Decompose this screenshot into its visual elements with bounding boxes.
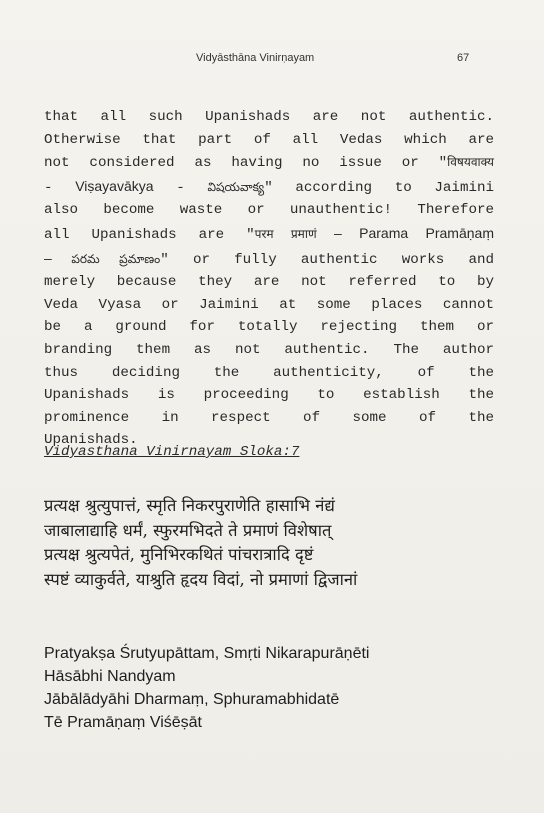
verse-line: स्पष्टं व्याकुर्वते, याश्रुति हृदय विदां, नो प्रमाणां द्विजानां <box>44 569 358 589</box>
body-line <box>44 175 494 200</box>
body-line <box>44 247 494 272</box>
body-line: branding them as not authentic. The author <box>44 341 494 358</box>
body-line: Upanishads is proceeding to establish the <box>44 387 494 404</box>
transliteration-line: Hāsābhi Nandyam <box>44 668 176 685</box>
transliterated-term: Parama Pramāṇaṃ <box>359 224 494 241</box>
verse-transliteration <box>44 642 514 734</box>
body-line <box>44 151 494 175</box>
page-number: 67 <box>457 52 470 64</box>
verse-devanagari <box>44 494 514 592</box>
line-segment: not considered as having no issue or " <box>44 155 448 172</box>
line-segment: – <box>44 249 72 266</box>
body-line: also become waste or unauthentic! Therefore <box>44 202 494 219</box>
line-segment: – <box>316 224 360 241</box>
telugu-term: పరమ ప్రమాణం <box>71 251 161 266</box>
transliteration-line: Tē Pramāṇaṃ Viśēṣāt <box>44 714 202 731</box>
body-line: thus deciding the authenticity, of the <box>44 364 494 381</box>
line-segment: " or fully authentic works and <box>160 251 494 268</box>
section-heading: Vidyasthana Vinirnayam Sloka:7 <box>44 444 300 460</box>
devanagari-term: परम प्रमाणं <box>254 226 317 241</box>
telugu-term: విషయవాక్య <box>207 179 265 194</box>
body-line: Upanishads. <box>44 432 138 449</box>
line-segment: all Upanishads are " <box>44 226 255 243</box>
body-line: be a ground for totally rejecting them or <box>44 319 494 336</box>
verse-line: प्रत्यक्ष श्रुत्यपेतं, मुनिभिरकथितं पांचरात्रादि दृष्टं <box>44 545 314 564</box>
transliterated-term: Viṣayavākya <box>75 177 154 194</box>
body-line: Otherwise that part of all Vedas which are <box>44 131 494 148</box>
transliteration-line: Pratyakṣa Śrutyupāttam, Smṛti Nikarapurāṇēti <box>44 645 370 662</box>
devanagari-term: विषयवाक्य <box>447 155 494 170</box>
line-segment: - <box>153 179 208 196</box>
body-line: prominence in respect of some of the <box>44 409 494 426</box>
body-line: Veda Vyasa or Jaimini at some places cannot <box>44 296 494 313</box>
verse-line: प्रत्यक्ष श्रुत्युपात्तं, स्मृति निकरपुराणेति हासाभि नंद्यं <box>44 496 335 515</box>
line-segment: " according to Jaimini <box>264 179 495 196</box>
body-paragraph <box>44 106 494 452</box>
verse-line: जाबालाद्याहि धर्मं, स्फुरमभिदते ते प्रमाणं विशेषात् <box>44 520 332 540</box>
body-line <box>44 222 494 247</box>
running-title: Vidyāsthāna Vinirṇayam <box>196 52 315 64</box>
body-line: that all such Upanishads are not authentic. <box>44 109 494 125</box>
body-line: merely because they are not referred to by <box>44 274 494 291</box>
transliteration-line: Jābālādyāhi Dharmaṃ, Sphuramabhidatē <box>44 691 340 708</box>
line-segment: - <box>44 179 76 196</box>
